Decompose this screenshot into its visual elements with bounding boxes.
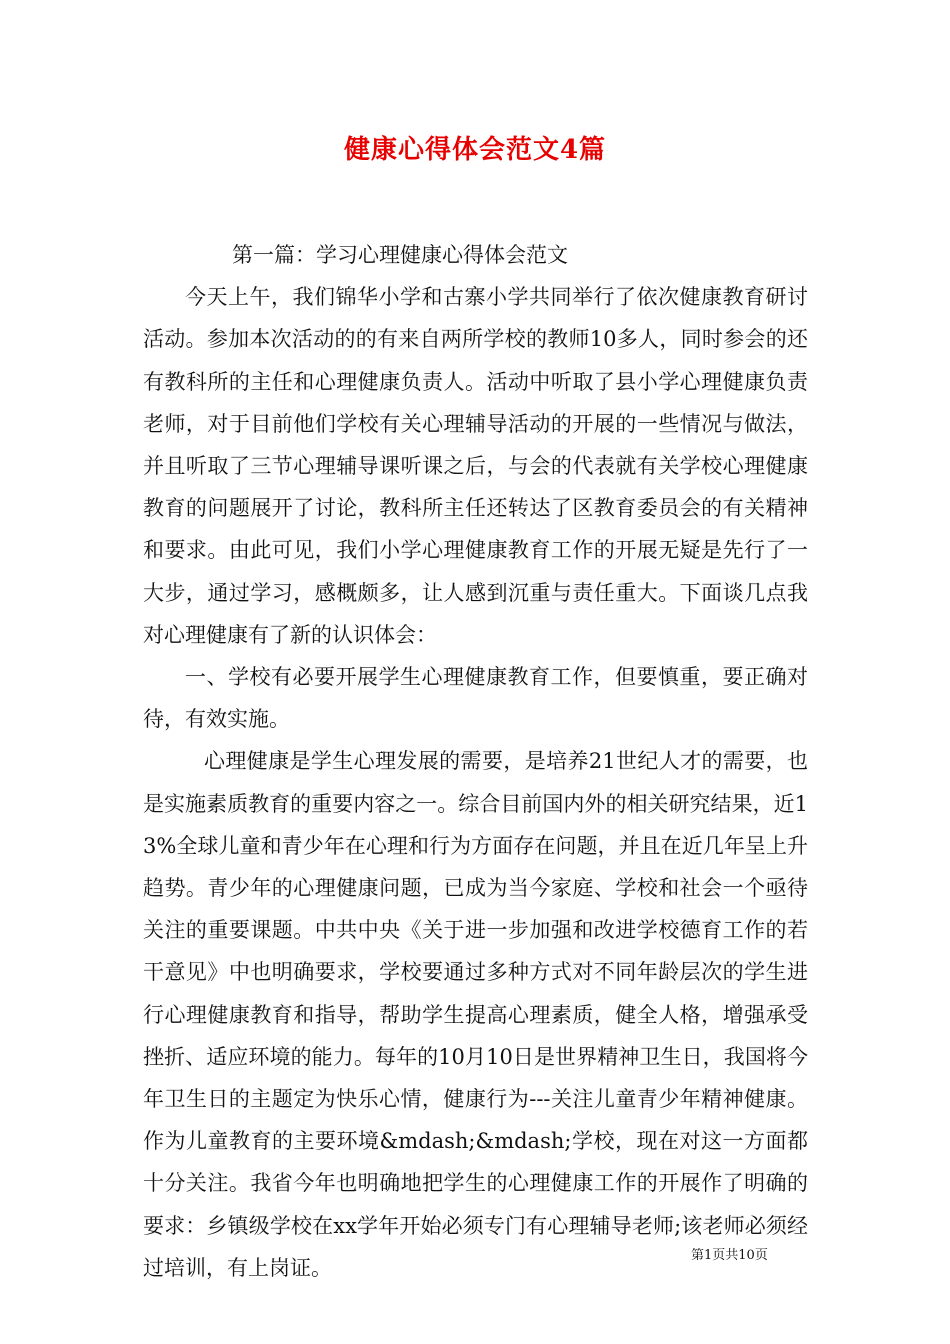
body-paragraph: 心理健康是学生心理发展的需要，是培养21世纪人才的需要，也是实施素质教育的重要内容之一。综合目前国内外的相关研究结果，近13%全球儿童和青少年在心理和行为方面存在问题，并且在近几年呈上升趋势。青少年的心理健康问题，已成为当今家庭、学校和社会一个亟待关注的重要课题。中共中央《关于进一步加强和改进学校德育工作的若干意见》中也明确要求，学校要通过多种方式对不同年龄层次的学生进行心理健康教育和指导，帮助学生提高心理素质，健全人格，增强承受挫折、适应环境的能力。每年的10月10日是世界精神卫生日，我国将今年卫生日的主题定为快乐心情，健康行为---关注儿童青少年精神健康。作为儿童教育的主要环境&mdash;&mdash;学校，现在对这一方面都十分关注。我省今年也明确地把学生的心理健康工作的开展作了明确的要求：乡镇级学校在xx学年开始必须专门有心理辅导老师;该老师必须经过培训，有上岗证。 xyxy=(143,749,808,1280)
section-heading: 第一篇：学习心理健康心得体会范文 xyxy=(232,243,568,267)
body-paragraph: 今天上午，我们锦华小学和古寨小学共同举行了依次健康教育研讨活动。参加本次活动的的有来自两所学校的教师10多人，同时参会的还有教科所的主任和心理健康负责人。活动中听取了县小学心理健康负责老师，对于目前他们学校有关心理辅导活动的开展的一些情况与做法，并且听取了三节心理辅导课听课之后，与会的代表就有关学校心理健康教育的问题展开了讨论，教科所主任还转达了区教育委员会的有关精神和要求。由此可见，我们小学心理健康教育工作的开展无疑是先行了一大步，通过学习，感概颇多，让人感到沉重与责任重大。下面谈几点我对心理健康有了新的认识体会： xyxy=(143,285,808,647)
page-number: 第1页共10页 xyxy=(691,1248,768,1263)
document-body xyxy=(143,234,808,1289)
body-paragraph: 一、学校有必要开展学生心理健康教育工作，但要慎重，要正确对待，有效实施。 xyxy=(143,665,808,732)
document-title: 健康心得体会范文4篇 xyxy=(343,135,607,165)
